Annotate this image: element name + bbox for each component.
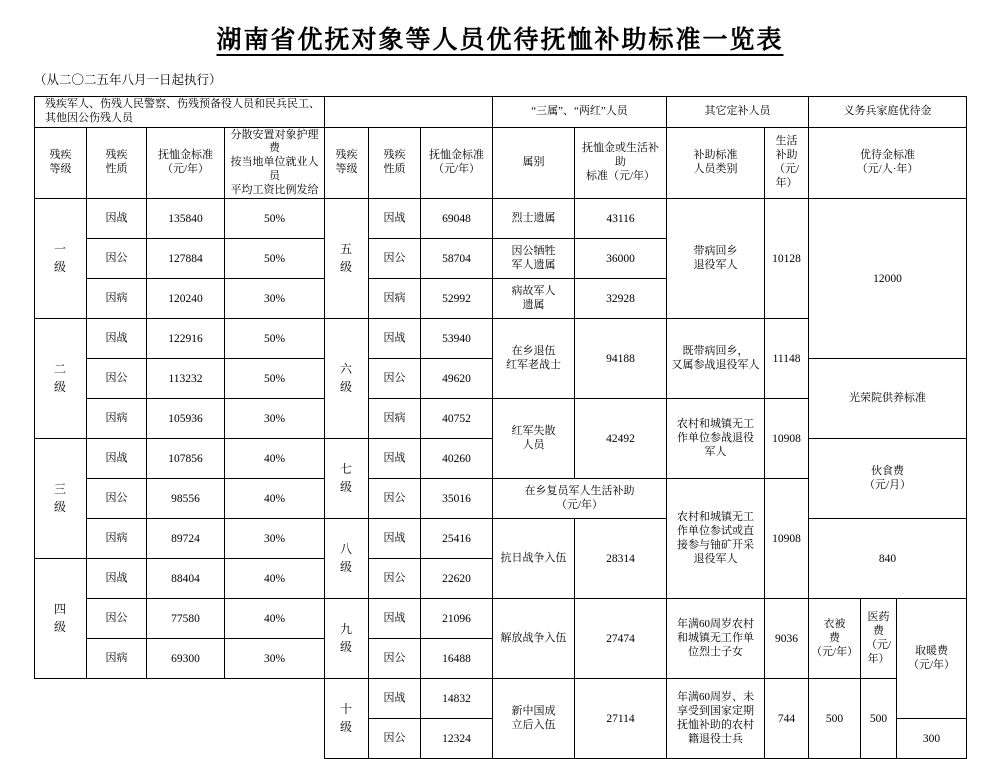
table-top-banner-row — [35, 97, 967, 128]
right-amount: 16488 — [421, 639, 493, 679]
family-type: 因公牺牲 军人遗属 — [493, 239, 575, 279]
left-nature: 因战 — [87, 199, 147, 239]
table-header-row — [35, 127, 967, 199]
family-type: 红军失散 人员 — [493, 399, 575, 479]
left-care: 30% — [225, 399, 325, 439]
right-amount: 40752 — [421, 399, 493, 439]
other-category: 年满60周岁农村 和城镇无工作单 位烈士子女 — [667, 599, 765, 679]
col-disability-level-right-line1: 残疾 — [335, 149, 358, 162]
left-nature: 因战 — [87, 319, 147, 359]
left-amount: 122916 — [147, 319, 225, 359]
col-family-amount-line1: 抚恤金或生活补助 — [582, 142, 660, 168]
col-pension-standard-right-line1: 抚恤金标准 — [429, 149, 484, 162]
table-row — [35, 519, 967, 559]
right-level-7: 七 级 — [325, 439, 369, 519]
left-amount: 89724 — [147, 519, 225, 559]
left-nature: 因病 — [87, 399, 147, 439]
nursing-home-standard: 光荣院供养标准 — [809, 359, 967, 439]
right-amount: 69048 — [421, 199, 493, 239]
col-disability-level-right-line2: 等级 — [335, 162, 358, 175]
right-nature: 因公 — [369, 719, 421, 759]
left-amount: 120240 — [147, 279, 225, 319]
table-row — [35, 679, 967, 719]
other-subsidy: 744 — [765, 679, 809, 759]
left-amount: 77580 — [147, 599, 225, 639]
left-amount: 98556 — [147, 479, 225, 519]
left-amount: 135840 — [147, 199, 225, 239]
family-amount: 94188 — [575, 319, 667, 399]
right-amount: 58704 — [421, 239, 493, 279]
right-nature: 因战 — [369, 199, 421, 239]
right-amount: 40260 — [421, 439, 493, 479]
col-disability-nature-right — [369, 127, 421, 199]
col-preferential-standard-line1: 优待金标准 — [860, 149, 916, 162]
right-nature: 因公 — [369, 479, 421, 519]
col-living-subsidy-line3: （元/年） — [773, 162, 800, 189]
right-nature: 因战 — [369, 319, 421, 359]
col-other-category-line1: 补助标准 — [693, 149, 738, 162]
col-preferential-standard — [809, 127, 967, 199]
heating-fee-header: 取暖费 （元/年） — [897, 599, 967, 719]
col-disability-nature-right-line2: 性质 — [383, 162, 406, 175]
col-disability-level-line1: 残疾 — [49, 149, 72, 162]
col-living-subsidy-line2: 补助 — [775, 149, 798, 162]
right-nature: 因病 — [369, 279, 421, 319]
left-care: 30% — [225, 279, 325, 319]
right-nature: 因战 — [369, 599, 421, 639]
right-nature: 因公 — [369, 239, 421, 279]
col-disability-nature-right-line1: 残疾 — [383, 149, 406, 162]
page-title: 湖南省优抚对象等人员优待抚恤补助标准一览表 — [216, 27, 784, 54]
other-subsidy: 10128 — [765, 199, 809, 319]
left-nature: 因病 — [87, 519, 147, 559]
standards-table-wrapper — [34, 96, 966, 759]
left-care: 30% — [225, 639, 325, 679]
food-fee-header: 伙食费 （元/月） — [809, 439, 967, 519]
other-subsidy: 10908 — [765, 479, 809, 599]
col-pension-standard-line2: （元/年） — [161, 162, 210, 175]
col-disability-nature — [87, 127, 147, 199]
col-other-category — [667, 127, 765, 199]
table-row — [35, 199, 967, 239]
right-nature: 因战 — [369, 679, 421, 719]
other-subsidy: 11148 — [765, 319, 809, 399]
clothing-fee-amount: 500 — [809, 679, 861, 759]
veteran-amount: 27114 — [575, 679, 667, 759]
left-level-2: 二 级 — [35, 319, 87, 439]
family-type: 在乡退伍 红军老战士 — [493, 319, 575, 399]
veteran-amount: 28314 — [575, 519, 667, 599]
left-amount: 107856 — [147, 439, 225, 479]
col-care-fee-line1: 分散安置对象护理费 — [230, 128, 319, 155]
right-amount: 49620 — [421, 359, 493, 399]
left-amount: 113232 — [147, 359, 225, 399]
family-amount: 43116 — [575, 199, 667, 239]
left-level-1: 一 级 — [35, 199, 87, 319]
col-care-fee-line3: 平均工资比例发给 — [230, 183, 319, 196]
col-disability-level-line2: 等级 — [49, 162, 72, 175]
right-amount: 14832 — [421, 679, 493, 719]
left-amount: 88404 — [147, 559, 225, 599]
left-care: 30% — [225, 519, 325, 559]
left-care: 40% — [225, 439, 325, 479]
effective-date-note: （从二〇二五年八月一日起执行） — [34, 73, 222, 87]
other-category: 年满60周岁、未 享受到国家定期 抚恤补助的农村 籍退役士兵 — [667, 679, 765, 759]
standards-table — [34, 96, 967, 759]
family-amount: 42492 — [575, 399, 667, 479]
veteran-type: 抗日战争入伍 — [493, 519, 575, 599]
left-nature: 因病 — [87, 279, 147, 319]
left-nature: 因战 — [87, 559, 147, 599]
col-living-subsidy — [765, 127, 809, 199]
table-row — [35, 599, 967, 639]
left-care: 40% — [225, 599, 325, 639]
left-nature: 因公 — [87, 599, 147, 639]
right-amount: 52992 — [421, 279, 493, 319]
right-nature: 因公 — [369, 559, 421, 599]
right-level-9: 九 级 — [325, 599, 369, 679]
left-amount: 127884 — [147, 239, 225, 279]
medical-fee-header: 医药 费 （元/年） — [861, 599, 897, 679]
left-level-3: 三 级 — [35, 439, 87, 559]
col-disability-nature-line2: 性质 — [105, 162, 128, 175]
family-type: 病故军人 遗属 — [493, 279, 575, 319]
veteran-section-header: 在乡复员军人生活补助 （元/年） — [493, 479, 667, 519]
group-left-header: 残疾军人、伤残人民警察、伤残预备役人员和民兵民工、其他因公伤残人员 — [35, 97, 325, 128]
right-nature: 因战 — [369, 519, 421, 559]
other-category: 带病回乡 退役军人 — [667, 199, 765, 319]
left-care: 50% — [225, 359, 325, 399]
right-amount: 22620 — [421, 559, 493, 599]
left-nature: 因公 — [87, 479, 147, 519]
left-nature: 因病 — [87, 639, 147, 679]
other-category: 既带病回乡， 又属参战退役军人 — [667, 319, 765, 399]
veteran-type: 解放战争入伍 — [493, 599, 575, 679]
left-amount: 105936 — [147, 399, 225, 439]
right-amount: 12324 — [421, 719, 493, 759]
other-subsidy: 9036 — [765, 599, 809, 679]
col-pension-standard-line1: 抚恤金标准 — [158, 149, 213, 162]
veteran-type: 新中国成 立后入伍 — [493, 679, 575, 759]
heating-fee-amount: 300 — [897, 719, 967, 759]
left-nature: 因公 — [87, 239, 147, 279]
right-nature: 因公 — [369, 639, 421, 679]
other-subsidy: 10908 — [765, 399, 809, 479]
right-amount: 21096 — [421, 599, 493, 639]
other-fixed-header: 其它定补人员 — [667, 97, 809, 128]
left-amount: 69300 — [147, 639, 225, 679]
right-level-5: 五 级 — [325, 199, 369, 319]
col-family-amount — [575, 127, 667, 199]
col-care-fee — [225, 127, 325, 199]
col-other-category-line2: 人员类别 — [693, 162, 738, 175]
right-nature: 因战 — [369, 439, 421, 479]
right-nature: 因病 — [369, 399, 421, 439]
col-pension-standard — [147, 127, 225, 199]
left-nature: 因公 — [87, 359, 147, 399]
left-care: 50% — [225, 199, 325, 239]
medical-fee-amount: 500 — [861, 679, 897, 759]
col-care-fee-line2: 按当地单位就业人员 — [230, 156, 319, 182]
col-pension-standard-right — [421, 127, 493, 199]
col-disability-level — [35, 127, 87, 199]
right-amount: 35016 — [421, 479, 493, 519]
col-pension-standard-right-line2: （元/年） — [432, 162, 481, 175]
col-preferential-standard-line2: （元/人·年） — [856, 162, 919, 175]
left-level-4: 四 级 — [35, 559, 87, 679]
col-family-amount-line2: 标准（元/年） — [585, 169, 656, 182]
other-category: 农村和城镇无工 作单位参试或直 接参与铀矿开采 退役军人 — [667, 479, 765, 599]
left-nature: 因战 — [87, 439, 147, 479]
right-amount: 25416 — [421, 519, 493, 559]
food-fee-amount: 840 — [809, 519, 967, 599]
clothing-fee-header: 衣被 费 （元/年） — [809, 599, 861, 679]
family-type: 烈士遗属 — [493, 199, 575, 239]
left-care: 50% — [225, 239, 325, 279]
col-disability-nature-line1: 残疾 — [105, 149, 128, 162]
right-nature: 因公 — [369, 359, 421, 399]
right-level-6: 六 级 — [325, 319, 369, 439]
three-two-header: “三属”、“两红”人员 — [493, 97, 667, 128]
other-category: 农村和城镇无工 作单位参战退役 军人 — [667, 399, 765, 479]
col-family-type: 属别 — [493, 127, 575, 199]
left-care: 40% — [225, 559, 325, 599]
right-amount: 53940 — [421, 319, 493, 359]
family-amount: 32928 — [575, 279, 667, 319]
left-care: 40% — [225, 479, 325, 519]
soldier-family-header: 义务兵家庭优待金 — [809, 97, 967, 128]
left-care: 50% — [225, 319, 325, 359]
right-level-10: 十 级 — [325, 679, 369, 759]
right-level-8: 八 级 — [325, 519, 369, 599]
col-disability-level-right — [325, 127, 369, 199]
col-living-subsidy-line1: 生活 — [775, 135, 798, 148]
family-amount: 36000 — [575, 239, 667, 279]
veteran-amount: 27474 — [575, 599, 667, 679]
soldier-preferential-amount: 12000 — [809, 199, 967, 359]
